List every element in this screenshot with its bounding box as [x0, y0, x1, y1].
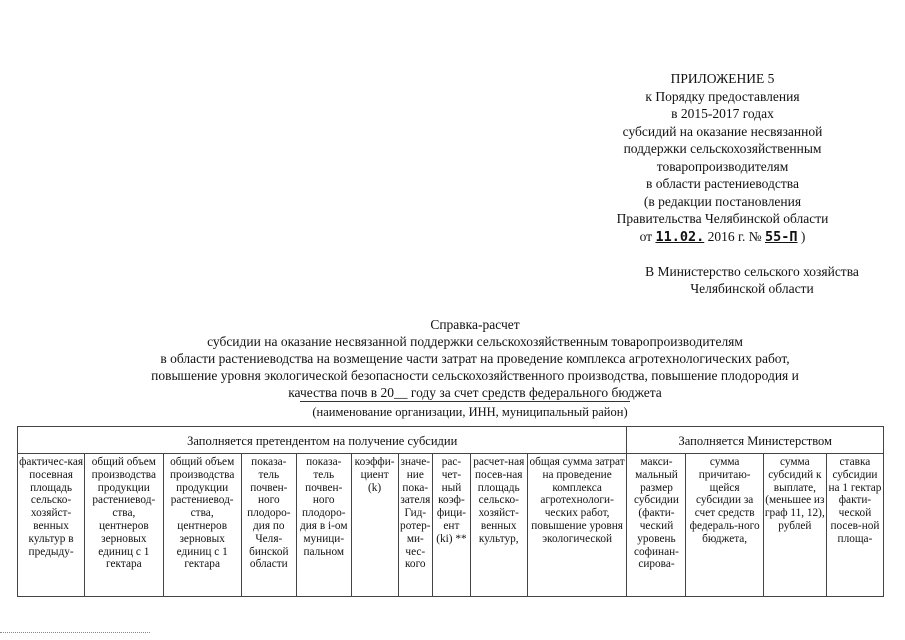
column-header: общий объем производства продукции растениевод-ства, центнеров зерновых единиц с 1 гектара — [163, 454, 241, 597]
addressee-line: Челябинской области — [690, 281, 814, 296]
decree-number: 55-П — [765, 228, 798, 245]
document-subtitle-line: качества почв в 20__ году за счет средств федерального бюджета — [288, 385, 662, 400]
appendix-title: ПРИЛОЖЕНИЕ 5 — [670, 71, 775, 86]
organization-fill-line — [300, 401, 630, 402]
addressee — [612, 263, 892, 297]
column-header: фактичес-кая посевная площадь сельско-хозяйст-венных культур в предыду- — [18, 454, 85, 597]
organization-caption: (наименование организации, ИНН, муниципальный район) — [312, 405, 628, 419]
appendix-line: субсидий на оказание несвязанной — [622, 123, 823, 139]
document-title: Справка-расчет — [430, 317, 520, 332]
document-subtitle-line: повышение уровня экологической безопасности сельскохозяйственного производства, повышение плодородия и — [151, 368, 799, 383]
document-subtitle-line: субсидии на оказание несвязанной поддержки сельскохозяйственным товаропроизводителям — [207, 334, 743, 349]
column-header: общая сумма затрат на проведение комплекса агротехнологи-ческих работ, повышение уровня экологической — [527, 454, 627, 597]
decree-date-line: от 11.02. 2016 г. № 55-П ) — [639, 228, 806, 245]
appendix-line: в 2015-2017 годах — [671, 106, 774, 121]
table-group-row — [18, 427, 884, 454]
column-header: показа-тель почвен-ного плодоро-дия в i-ом муници-пальном — [296, 454, 351, 597]
column-header: сумма субсидий к выплате, (меньшее из граф 11, 12), рублей — [763, 454, 826, 597]
appendix-line: в области растениеводства — [646, 176, 799, 191]
group-header-applicant: Заполняется претендентом на получение субсидии — [18, 427, 627, 454]
column-header: рас-чет-ный коэф-фици-ент (ki) ** — [433, 454, 471, 597]
appendix-line: к Порядку предоставления — [645, 88, 800, 104]
table-column-header-row — [18, 454, 884, 597]
appendix-line: поддержки сельскохозяйственным — [623, 141, 822, 156]
column-header: макси-мальный размер субсидии (факти-ческий уровень софинан-сирова- — [627, 454, 686, 597]
scan-artifact — [0, 632, 150, 635]
column-header: расчет-ная посев-ная площадь сельско-хозяйст-венных культур, — [470, 454, 527, 597]
document-title-block — [80, 316, 870, 401]
addressee-line: В Министерство сельского хозяйства — [645, 264, 859, 279]
column-header: коэффи-циент (k) — [351, 454, 398, 597]
appendix-line: (в редакции постановления — [643, 193, 802, 209]
column-header: сумма причитаю-щейся субсидии за счет средств федераль-ного бюджета, — [686, 454, 763, 597]
column-header: значе-ние пока-зателя Гид-ротер-ми-чес-кого — [398, 454, 433, 597]
column-header: общий объем производства продукции растениевод-ства, центнеров зерновых единиц с 1 гектара — [85, 454, 163, 597]
group-header-ministry: Заполняется Министерством — [627, 427, 884, 454]
appendix-line: Правительства Челябинской области — [616, 211, 829, 226]
document-subtitle-line: в области растениеводства на возмещение части затрат на проведение комплекса агротехнологических работ, — [160, 351, 790, 366]
decree-date: 11.02. — [655, 228, 705, 245]
calculation-table — [17, 426, 884, 597]
column-header: показа-тель почвен-ного плодоро-дия по Челя-бинской области — [241, 454, 296, 597]
column-header: ставка субсидии на 1 гектар факти-ческой посев-ной площа- — [826, 454, 883, 597]
appendix-header — [600, 70, 845, 246]
appendix-line: товаропроизводителям — [656, 158, 789, 174]
